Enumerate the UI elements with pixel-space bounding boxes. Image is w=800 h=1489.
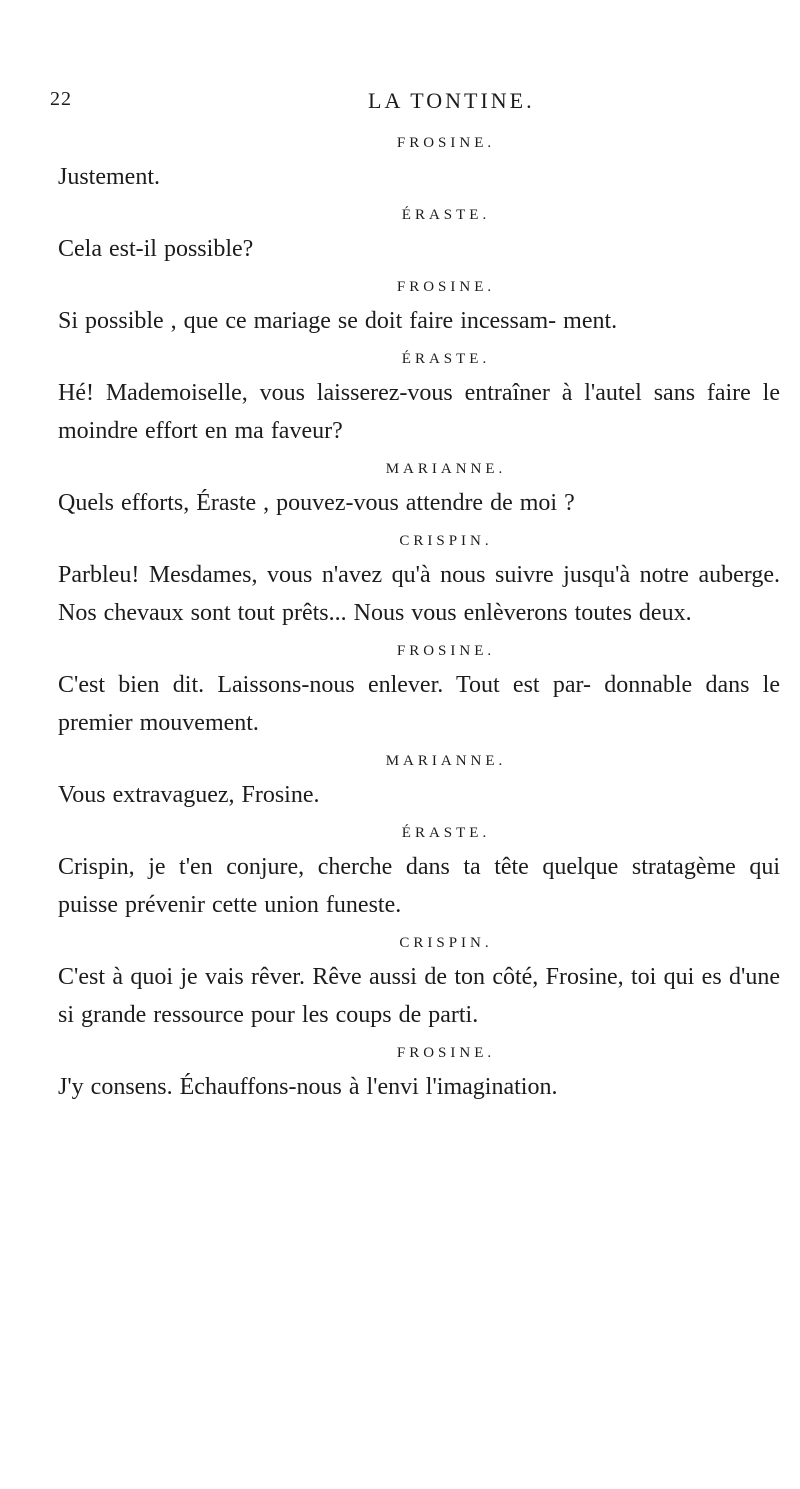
- speech-eraste: Hé! Mademoiselle, vous laisserez-vous entraîner à l'autel sans faire le moindre effort en ma faveur?: [58, 380, 780, 444]
- speaker-frosine: FROSINE.: [396, 643, 496, 659]
- speech-eraste: Cela est-il possible?: [58, 236, 254, 262]
- speech-frosine: J'y consens. Échauffons-nous à l'envi l'imagination.: [58, 1074, 558, 1100]
- running-title: LA TONTINE.: [368, 88, 535, 113]
- page-number: 22: [50, 88, 72, 110]
- speech-marianne: Vous extravaguez, Frosine.: [58, 782, 320, 808]
- speaker-marianne: MARIANNE.: [385, 753, 507, 769]
- dialogue-block: [58, 132, 780, 1106]
- speech-eraste: Crispin, je t'en conjure, cherche dans ta tête quelque stratagème qui puisse prévenir cette union funeste.: [58, 854, 780, 918]
- running-head: [50, 88, 770, 118]
- speaker-eraste: ÉRASTE.: [401, 351, 491, 367]
- speaker-crispin: CRISPIN.: [399, 533, 493, 549]
- speaker-frosine: FROSINE.: [396, 135, 496, 151]
- speech-marianne: Quels efforts, Éraste , pouvez-vous attendre de moi ?: [58, 490, 575, 516]
- speaker-crispin: CRISPIN.: [399, 935, 493, 951]
- speech-crispin: Parbleu! Mesdames, vous n'avez qu'à nous suivre jusqu'à notre auberge. Nos chevaux sont tout prêts... Nous vous enlèverons toutes deux.: [58, 562, 780, 626]
- speech-frosine: Justement.: [58, 164, 160, 190]
- speaker-eraste: ÉRASTE.: [401, 207, 491, 223]
- speaker-frosine: FROSINE.: [396, 1045, 496, 1061]
- speech-crispin: C'est à quoi je vais rêver. Rêve aussi de ton côté, Frosine, toi qui es d'une si grande ressource pour les coups de parti.: [58, 964, 780, 1028]
- speaker-marianne: MARIANNE.: [385, 461, 507, 477]
- speech-frosine: Si possible , que ce mariage se doit faire incessam- ment.: [58, 308, 618, 334]
- speech-frosine: C'est bien dit. Laissons-nous enlever. Tout est par- donnable dans le premier mouvement.: [58, 672, 780, 736]
- speaker-frosine: FROSINE.: [396, 279, 496, 295]
- speaker-eraste: ÉRASTE.: [401, 825, 491, 841]
